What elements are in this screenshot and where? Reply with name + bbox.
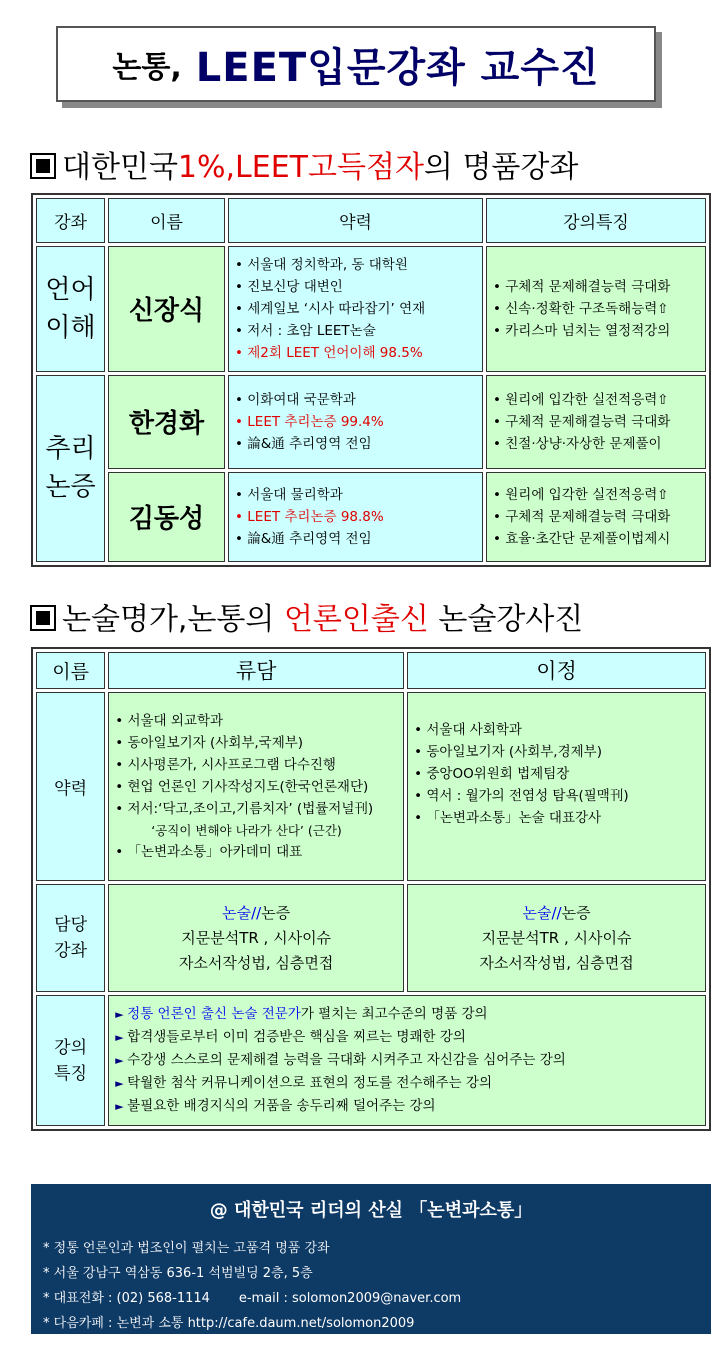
list-item: • 論&通 추리영역 전임	[235, 528, 482, 550]
lecture-blue: 논술//	[522, 903, 562, 922]
section1-heading	[30, 142, 578, 186]
list-item: ► 수강생 스스로의 문제해결 능력을 극대화 시켜주고 자신감을 심어주는 강의	[115, 1049, 705, 1072]
footer-line: * 서울 강남구 역삼동 636-1 석범빌딩 2층, 5층	[43, 1261, 711, 1286]
list-item: • 세계일보 ‘시사 따라잡기’ 연재	[235, 298, 482, 320]
prof-features	[486, 472, 706, 562]
footer-line: * 정통 언론인과 법조인이 펼치는 고품격 명품 강좌	[43, 1236, 711, 1261]
list-item: • 동아일보기자 (사회부,국제부)	[115, 732, 403, 754]
essay-faculty-table	[31, 647, 711, 1131]
square-bullet-icon	[30, 605, 56, 631]
list-item: • 시사평론가, 시사프로그램 다수진행	[115, 754, 403, 776]
lecture-line: 지문분석TR , 시사이슈	[181, 928, 332, 947]
prof-career	[228, 375, 483, 469]
list-item: • 현업 언론인 기사작성지도(한국언론재단)	[115, 776, 403, 798]
header-teacher-1: 류담	[108, 652, 404, 689]
square-bullet-icon	[30, 153, 56, 179]
section1-heading-pre: 대한민국	[62, 150, 178, 185]
section1-heading-post: 의 명품강좌	[423, 150, 579, 185]
footer-title: @ 대한민국 리더의 산실 「논변과소통」	[209, 1200, 533, 1221]
lecture-features	[108, 995, 706, 1126]
header-subject: 강좌	[36, 198, 105, 243]
section2-heading-red: 언론인출신	[283, 602, 429, 637]
prof-name: 신장식	[108, 246, 225, 372]
header-feature: 강의특징	[486, 198, 706, 243]
prof-features	[486, 246, 706, 372]
row-feature-label: 강의 특징	[36, 995, 105, 1126]
list-item: • 구체적 문제해결능력 극대화	[493, 411, 705, 433]
list-item: ► 탁월한 첨삭 커뮤니케이션으로 표현의 정도를 전수해주는 강의	[115, 1072, 705, 1095]
header-teacher-2: 이정	[407, 652, 706, 689]
lecture-blue: 논술//	[222, 903, 262, 922]
teacher1-lecture	[108, 884, 404, 992]
lecture-line: 자소서작성법, 심층면접	[178, 953, 334, 972]
feature-rest: 가 펼치는 최고수준의 명품 강의	[300, 1006, 488, 1023]
list-item: • 중앙OO위원회 법제팀장	[414, 763, 705, 785]
list-item: • 원리에 입각한 실전적응력⇧	[493, 389, 705, 411]
subject-language: 언어 이해	[36, 246, 105, 372]
lecture-rest: 논증	[261, 903, 291, 922]
list-item	[115, 1003, 705, 1026]
prof-name: 김동성	[108, 472, 225, 562]
list-item: • 서울대 물리학과	[235, 484, 482, 506]
title-box	[56, 26, 656, 102]
title-part2: LEET입문강좌 교수진	[195, 44, 600, 91]
list-item: • 「논변과소통」아카데미 대표	[115, 841, 403, 863]
list-item: • 효율·초간단 문제풀이법제시	[493, 528, 705, 550]
list-item: ► 합격생들로부터 이미 검증받은 핵심을 찌르는 명쾌한 강의	[115, 1026, 705, 1049]
prof-features	[486, 375, 706, 469]
list-item: • 진보신당 대변인	[235, 276, 482, 298]
teacher1-career	[108, 692, 404, 882]
subject-reasoning: 추리 논증	[36, 375, 105, 562]
section1-heading-red: 1%,LEET고득점자	[177, 150, 424, 185]
section2-heading	[30, 594, 583, 638]
row-career-label: 약력	[36, 692, 105, 882]
header-career: 약력	[228, 198, 483, 243]
teacher2-career	[407, 692, 706, 882]
list-item: • 저서:‘닥고,조이고,기름치자’ (법률저널刊)	[115, 798, 403, 820]
list-item: • 구체적 문제해결능력 극대화	[493, 506, 705, 528]
footer-line: * 대표전화 : (02) 568-1114 e-mail : solomon2009@naver.com	[43, 1286, 711, 1311]
section2-heading-post: 논술강사진	[428, 602, 584, 637]
lecture-line: 지문분석TR , 시사이슈	[481, 928, 632, 947]
list-item: • 신속·정확한 구조독해능력⇧	[493, 298, 705, 320]
career-continuation: ‘공직이 변해야 나라가 산다’ (근간)	[151, 823, 342, 839]
header-name: 이름	[108, 198, 225, 243]
list-item: ► 불필요한 배경지식의 거품을 송두리째 덜어주는 강의	[115, 1095, 705, 1118]
lecture-line: 자소서작성법, 심층면접	[479, 953, 634, 972]
list-item: • 저서 : 초암 LEET논술	[235, 320, 482, 342]
section2-heading-pre: 논술명가,논통의	[62, 602, 284, 637]
list-item: • 제2회 LEET 언어이해 98.5%	[235, 342, 482, 364]
prof-career	[228, 472, 483, 562]
list-item: • 친절·상냥·자상한 문제풀이	[493, 433, 705, 455]
footer-line: * 다음카페 : 논변과 소통 http://cafe.daum.net/solomon2009	[43, 1311, 711, 1336]
feature-blue: 정통 언론인 출신 논술 전문가	[127, 1006, 301, 1023]
list-item: • 論&通 추리영역 전임	[235, 433, 482, 455]
list-item: • 서울대 사회학과	[414, 719, 705, 741]
footer-info-box	[31, 1184, 711, 1334]
faculty-table	[31, 193, 711, 567]
list-item: • 구체적 문제해결능력 극대화	[493, 276, 705, 298]
list-item: • 서울대 외교학과	[115, 710, 403, 732]
teacher2-lecture	[407, 884, 706, 992]
list-item: • 동아일보기자 (사회부,경제부)	[414, 741, 705, 763]
list-item: • 서울대 정치학과, 동 대학원	[235, 254, 482, 276]
list-item: • 원리에 입각한 실전적응력⇧	[493, 484, 705, 506]
list-item: • 이화여대 국문학과	[235, 389, 482, 411]
list-item: • LEET 추리논증 98.8%	[235, 506, 482, 528]
lecture-rest: 논증	[561, 903, 591, 922]
list-item: • LEET 추리논증 99.4%	[235, 411, 482, 433]
list-item: • 「논변과소통」논술 대표강사	[414, 807, 705, 829]
row-lecture-label: 담당 강좌	[36, 884, 105, 992]
prof-career	[228, 246, 483, 372]
title-part1: 논통,	[112, 50, 182, 85]
list-item: • 역서 : 월가의 전염성 탐욕(필맥刊)	[414, 785, 705, 807]
prof-name: 한경화	[108, 375, 225, 469]
header-name: 이름	[36, 652, 105, 689]
list-item: • 카리스마 넘치는 열정적강의	[493, 320, 705, 342]
